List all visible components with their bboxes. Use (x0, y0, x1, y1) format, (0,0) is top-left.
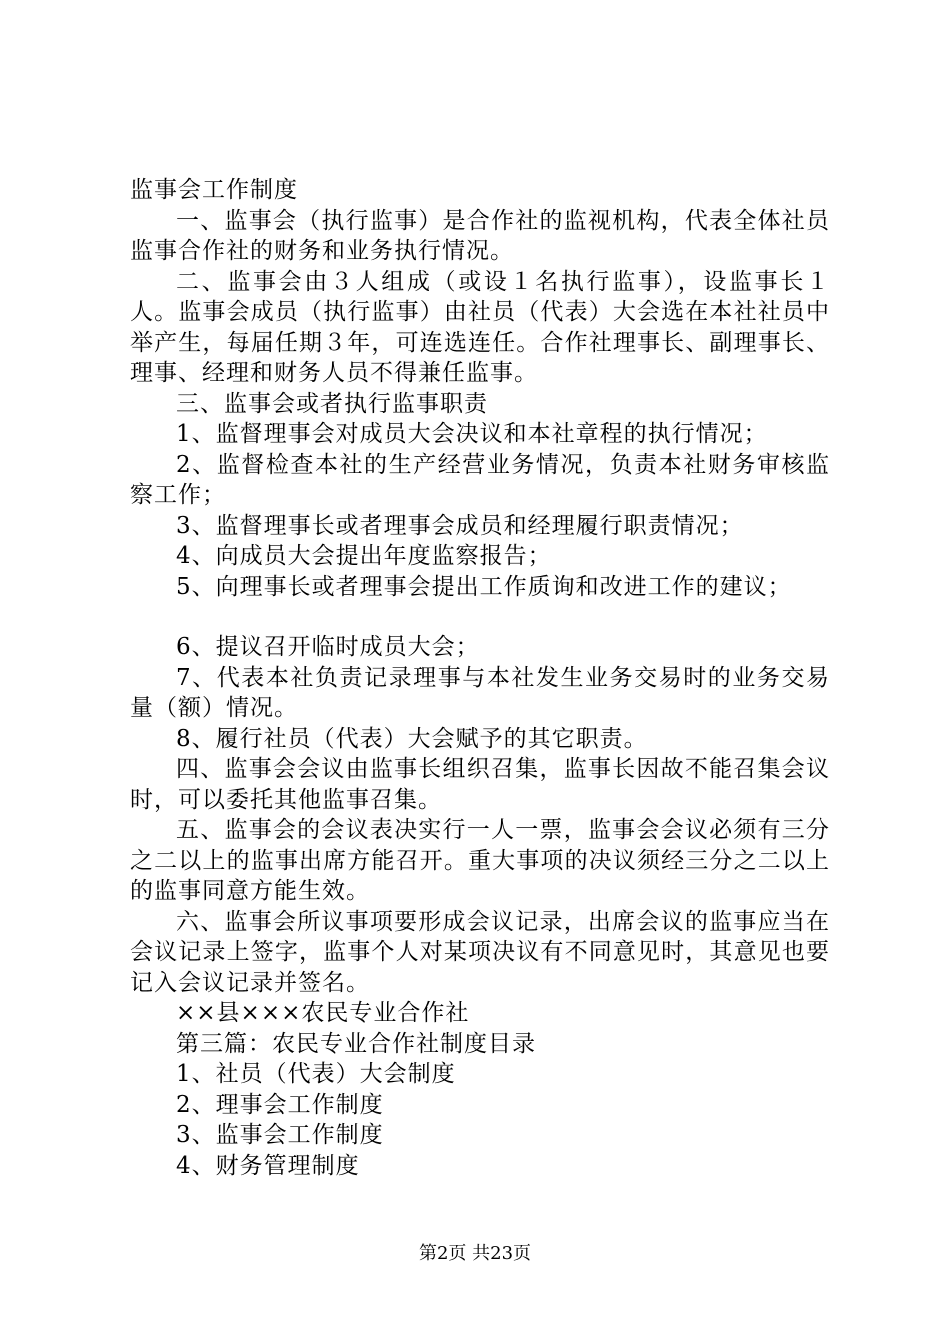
paragraph-4: 四、监事会会议由监事长组织召集，监事长因故不能召集会议时，可以委托其他监事召集。 (130, 756, 830, 813)
toc-item-4: 4、财务管理制度 (176, 1152, 360, 1179)
duty-item-4: 4、向成员大会提出年度监察报告； (176, 543, 552, 569)
duty-item-2: 2、监督检查本社的生产经营业务情况，负责本社财务审核监察工作； (130, 451, 830, 508)
toc-item-3: 3、监事会工作制度 (176, 1122, 384, 1148)
document-title: 监事会工作制度 (130, 177, 298, 203)
duty-item-6: 6、提议召开临时成员大会； (176, 634, 480, 660)
section-heading: 第三篇：农民专业合作社制度目录 (176, 1030, 536, 1057)
duty-item-8: 8、履行社员（代表）大会赋予的其它职责。 (176, 725, 648, 752)
duty-item-1: 1、监督理事会对成员大会决议和本社章程的执行情况； (176, 421, 768, 447)
duty-item-3: 3、监督理事长或者理事会成员和经理履行职责情况； (176, 512, 744, 539)
toc-item-2: 2、理事会工作制度 (176, 1091, 384, 1118)
paragraph-5: 五、监事会的会议表决实行一人一票，监事会会议必须有三分之二以上的监事出席方能召开。重大事项的决议须经三分之二以上的监事同意方能生效。 (130, 817, 830, 904)
duty-item-5: 5、向理事长或者理事会提出工作质询和改进工作的建议； (176, 573, 792, 600)
page-number-footer: 第2页 共23页 (418, 1243, 532, 1264)
document-body (130, 175, 830, 1181)
paragraph-6: 六、监事会所议事项要形成会议记录，出席会议的监事应当在会议记录上签字，监事个人对某项决议有不同意见时，其意见也要记入会议记录并签名。 (130, 908, 830, 996)
signature-line: ××县×××农民专业合作社 (176, 1000, 470, 1026)
toc-item-1: 1、社员（代表）大会制度 (176, 1061, 456, 1087)
duty-item-7: 7、代表本社负责记录理事与本社发生业务交易时的业务交易量（额）情况。 (130, 664, 830, 721)
paragraph-3: 三、监事会或者执行监事职责 (176, 390, 488, 417)
paragraph-1: 一、监事会（执行监事）是合作社的监视机构，代表全体社员监事合作社的财务和业务执行情况。 (130, 207, 830, 264)
paragraph-2: 二、监事会由３人组成（或设１名执行监事），设监事长１人。监事会成员（执行监事）由社员（代表）大会选在本社社员中举产生，每届任期３年，可连选连任。合作社理事长、副理事长、理事、经理和财务人员不得兼任监事。 (130, 268, 830, 386)
